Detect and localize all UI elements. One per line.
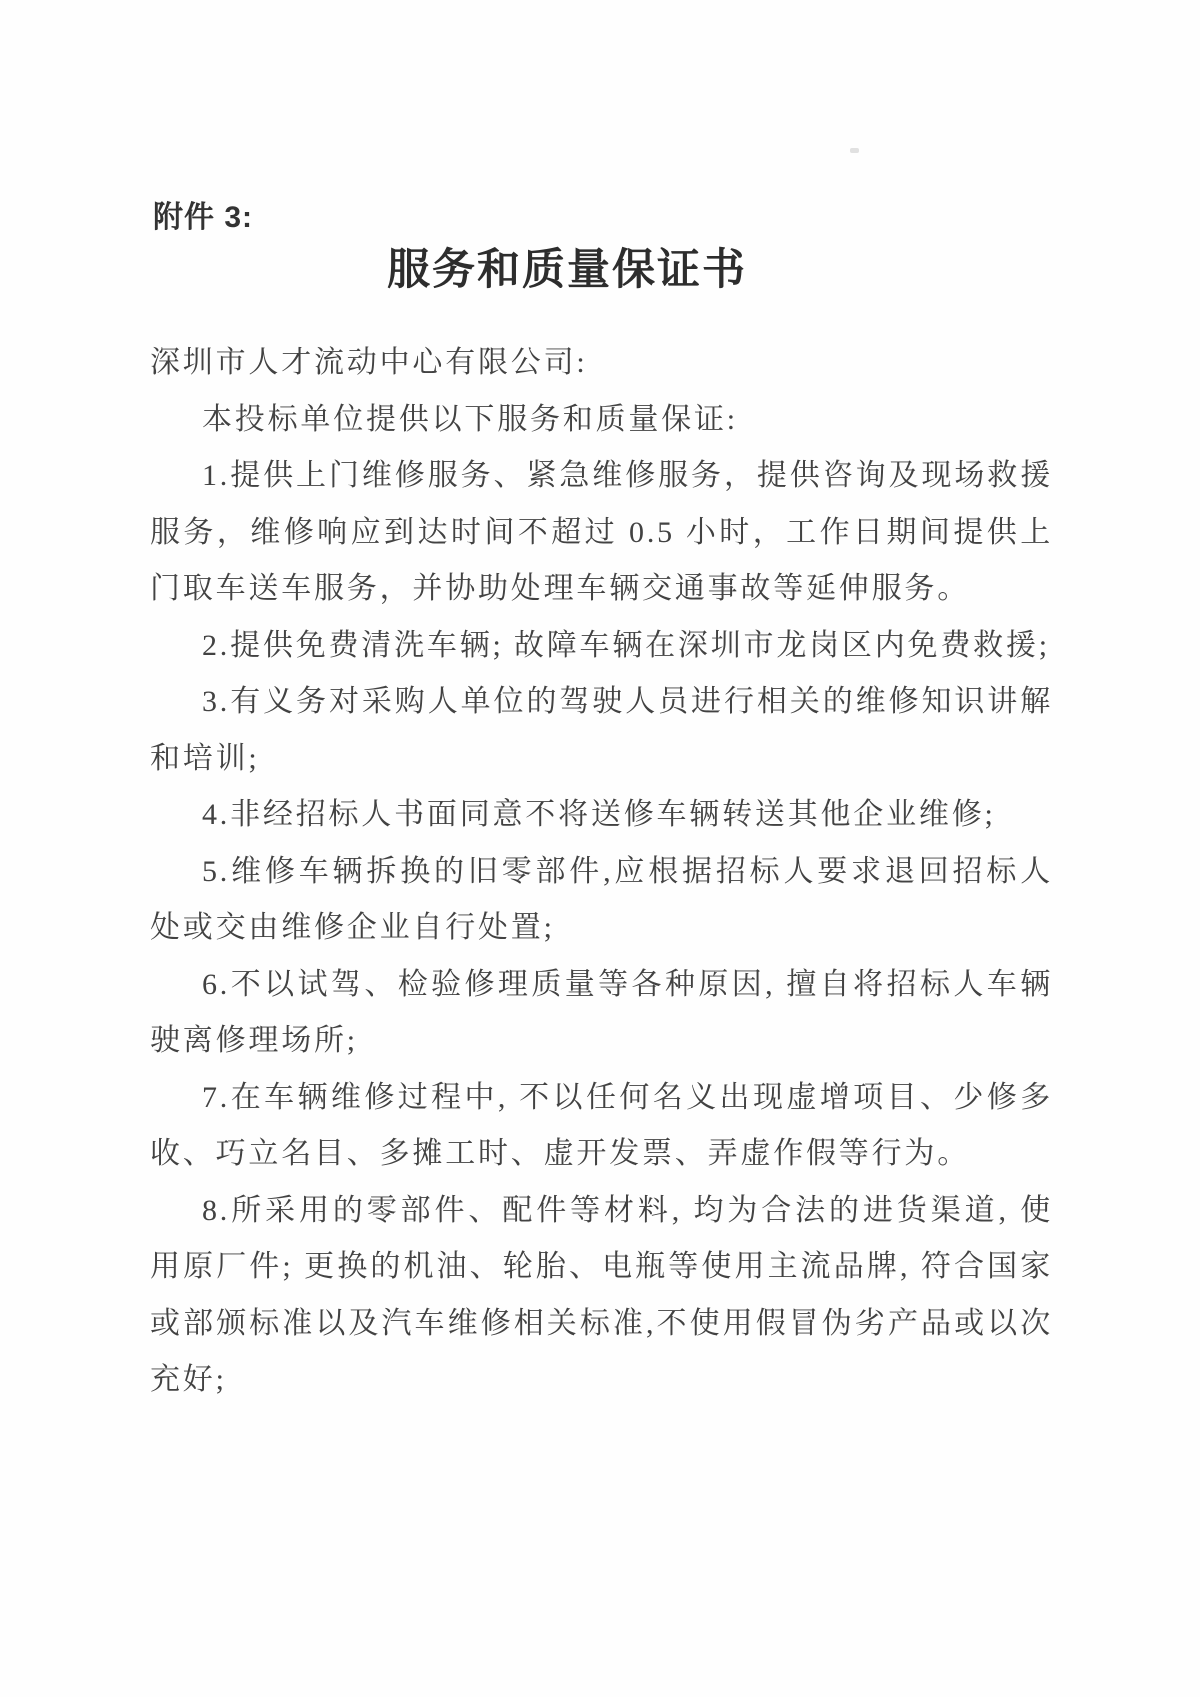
guarantee-item-6: 6.不以试驾、检验修理质量等各种原因, 擅自将招标人车辆驶离修理场所; xyxy=(150,967,1053,1057)
guarantee-item-8: 8.所采用的零部件、配件等材料, 均为合法的进货渠道, 使用原厂件; 更换的机油、轮胎、电瓶等使用主流品牌, 符合国家或部颁标准以及汽车维修相关标准,不使用假冒伪劣产品或以次充好; xyxy=(150,1193,1053,1396)
guarantee-item-1: 1.提供上门维修服务、紧急维修服务，提供咨询及现场救援服务，维修响应到达时间不超过 0.5 小时，工作日期间提供上门取车送车服务，并协助处理车辆交通事故等延伸服务。 xyxy=(150,459,1053,605)
guarantee-item-7: 7.在车辆维修过程中, 不以任何名义出现虚增项目、少修多收、巧立名目、多摊工时、虚开发票、弄虚作假等行为。 xyxy=(150,1080,1053,1170)
guarantee-item-2: 2.提供免费清洗车辆; 故障车辆在深圳市龙岗区内免费救援; xyxy=(202,628,1050,662)
document-title: 服务和质量保证书 xyxy=(387,247,747,294)
salutation-line: 深圳市人才流动中心有限公司: xyxy=(150,346,588,379)
document-body xyxy=(150,335,1053,1409)
guarantee-item-3: 3.有义务对采购人单位的驾驶人员进行相关的维修知识讲解和培训; xyxy=(150,685,1053,775)
guarantee-item-4: 4.非经招标人书面同意不将送修车辆转送其他企业维修; xyxy=(202,798,996,831)
attachment-label: 附件 3: xyxy=(153,201,254,234)
scan-artifact xyxy=(850,148,859,153)
intro-line: 本投标单位提供以下服务和质量保证: xyxy=(202,402,738,436)
guarantee-item-5: 5.维修车辆拆换的旧零部件,应根据招标人要求退回招标人处或交由维修企业自行处置; xyxy=(150,854,1053,944)
